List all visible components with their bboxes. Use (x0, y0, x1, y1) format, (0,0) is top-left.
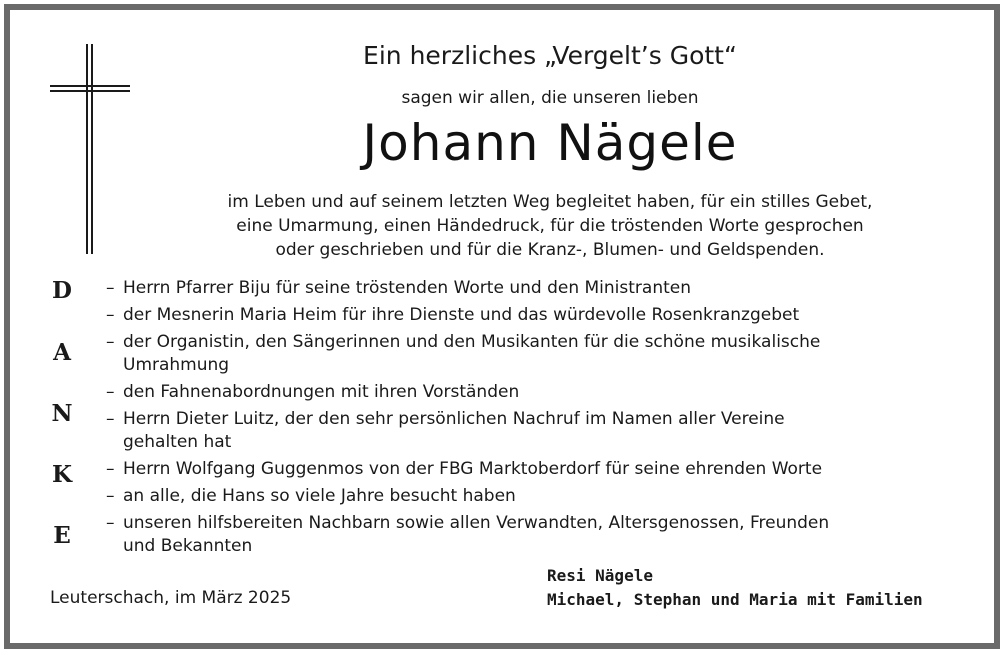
subline: sagen wir allen, die unseren lieben (401, 88, 699, 108)
thanks-line: Herrn Pfarrer Biju für seine tröstenden Worte und den Ministranten (123, 278, 691, 298)
intro-line: eine Umarmung, einen Händedruck, für die tröstenden Worte gesprochen (236, 216, 864, 236)
intro-line: im Leben und auf seinem letzten Weg begleitet haben, für ein stilles Gebet, (227, 192, 873, 212)
thanks-line: an alle, die Hans so viele Jahre besucht haben (123, 486, 516, 506)
dash-bullet: – (106, 305, 115, 325)
intro-line: oder geschrieben und für die Kranz-, Blumen- und Geldspenden. (275, 240, 825, 260)
cross-icon (50, 44, 130, 254)
thanks-item (106, 331, 936, 377)
thanks-line: unseren hilfsbereiten Nachbarn sowie allen Verwandten, Altersgenossen, Freunden (123, 513, 830, 533)
thanks-item (106, 277, 936, 300)
intro-text (180, 190, 920, 262)
signers (547, 564, 923, 612)
thanks-item (106, 304, 936, 327)
deceased-name: Johann Nägele (362, 114, 738, 172)
place-date: Leuterschach, im März 2025 (50, 588, 292, 608)
thanks-line: der Mesnerin Maria Heim für ihre Dienste und das würdevolle Rosenkranzgebet (123, 305, 800, 325)
thanks-line: gehalten hat (123, 432, 232, 452)
thanks-line: den Fahnenabordnungen mit ihren Vorständen (123, 382, 520, 402)
thanks-list (106, 277, 936, 562)
thanks-item (106, 512, 936, 558)
thanks-line: Umrahmung (123, 355, 230, 375)
dash-bullet: – (106, 278, 115, 298)
dash-bullet: – (106, 486, 115, 506)
dash-bullet: – (106, 332, 115, 352)
thanks-item (106, 458, 936, 481)
signer: Michael, Stephan und Maria mit Familien (547, 590, 923, 609)
dash-bullet: – (106, 459, 115, 479)
danke-letter: N (51, 400, 73, 427)
dash-bullet: – (106, 382, 115, 402)
danke-letter: A (53, 339, 71, 366)
thanks-line: Herrn Wolfgang Guggenmos von der FBG Marktoberdorf für seine ehrenden Worte (123, 459, 823, 479)
dash-bullet: – (106, 513, 115, 533)
thanks-line: Herrn Dieter Luitz, der den sehr persönlichen Nachruf im Namen aller Vereine (123, 409, 785, 429)
thanks-line: der Organistin, den Sängerinnen und den Musikanten für die schöne musikalische (123, 332, 821, 352)
danke-letter: K (52, 461, 72, 488)
thanks-item (106, 485, 936, 508)
dash-bullet: – (106, 409, 115, 429)
thanks-item (106, 408, 936, 454)
danke-letter: D (52, 277, 72, 304)
headline: Ein herzliches „Vergelt’s Gott“ (363, 41, 737, 70)
thanks-item (106, 381, 936, 404)
thanks-line: und Bekannten (123, 536, 253, 556)
danke-letter: E (53, 522, 71, 549)
signer: Resi Nägele (547, 566, 653, 585)
